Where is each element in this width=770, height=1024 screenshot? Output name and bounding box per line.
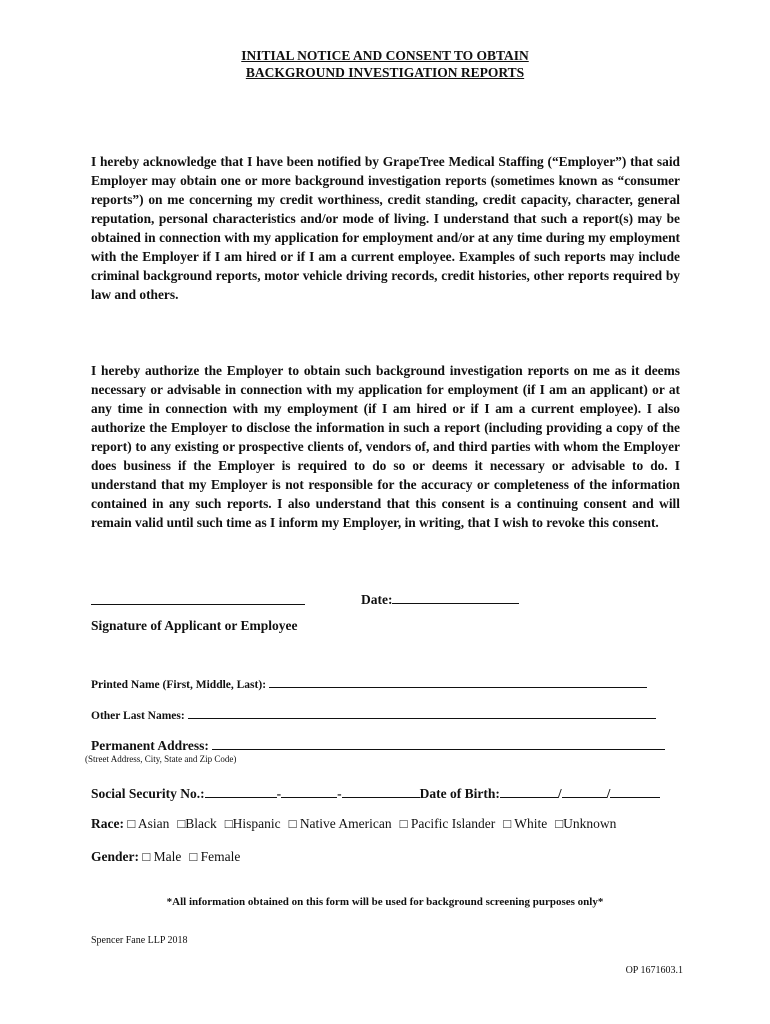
- race-option-white[interactable]: [503, 816, 547, 831]
- gender-label: Gender:: [91, 849, 139, 864]
- other-last-names-row: [91, 705, 656, 722]
- dob-month-field[interactable]: [500, 784, 558, 798]
- ssn-separator-1: -: [276, 786, 282, 801]
- signature-line[interactable]: [91, 591, 305, 605]
- race-option-label: Asian: [137, 816, 170, 831]
- title-line-1: INITIAL NOTICE AND CONSENT TO OBTAIN: [241, 48, 529, 63]
- checkbox-icon[interactable]: □: [288, 816, 297, 831]
- race-option-black[interactable]: [177, 816, 216, 831]
- document-number: OP 1671603.1: [625, 965, 683, 976]
- date-field[interactable]: [392, 590, 519, 604]
- ssn-field-part-2[interactable]: [281, 784, 337, 798]
- gender-option-label: Female: [200, 849, 241, 864]
- gender-option-male[interactable]: [142, 849, 181, 864]
- race-option-unknown[interactable]: [555, 816, 616, 831]
- dob-year-field[interactable]: [610, 784, 660, 798]
- checkbox-icon[interactable]: □: [142, 849, 151, 864]
- race-option-asian[interactable]: [127, 816, 169, 831]
- dob-label: Date of Birth:: [419, 786, 500, 801]
- race-option-native-american[interactable]: [289, 816, 392, 831]
- race-option-label: Pacific Islander: [410, 816, 496, 831]
- race-row: [91, 816, 624, 832]
- checkbox-icon[interactable]: □: [177, 816, 186, 831]
- checkbox-icon[interactable]: □: [224, 816, 233, 831]
- race-option-hispanic[interactable]: [225, 816, 281, 831]
- authorization-paragraph: I hereby authorize the Employer to obtain such background investigation reports on me as it deems necessary or advisable in connection with my application for employment (if I am an applicant) or at any time in connection with my employment (if I am hired or if I am a current employee). I also authorize the Employer to disclose the information in such a report (including providing a copy of the report) to any existing or prospective clients of, vendors of, and third parties with whom the Employer does business if the Employer is required to do so or deems it necessary or advisable to do. I understand that my Employer is not responsible for the accuracy or completeness of the information contained in any such reports. I also understand that this consent is a continuing consent and will remain valid until such time as I inform my Employer, in writing, that I wish to revoke this consent.: [91, 363, 680, 530]
- ssn-label: Social Security No.:: [91, 786, 205, 801]
- screening-purpose-note: *All information obtained on this form will be used for background screening purposes only*: [166, 896, 604, 908]
- title-line-2: BACKGROUND INVESTIGATION REPORTS: [245, 65, 525, 80]
- permanent-address-field[interactable]: [212, 736, 665, 750]
- race-option-label: Hispanic: [232, 816, 281, 831]
- race-option-label: Unknown: [563, 816, 617, 831]
- checkbox-icon[interactable]: □: [555, 816, 564, 831]
- race-option-label: White: [514, 816, 548, 831]
- checkbox-icon[interactable]: □: [503, 816, 512, 831]
- checkbox-icon[interactable]: □: [399, 816, 408, 831]
- dob-day-field[interactable]: [562, 784, 607, 798]
- ssn-separator-2: -: [337, 786, 342, 801]
- race-option-pacific-islander[interactable]: [400, 816, 496, 831]
- printed-name-row: [91, 674, 647, 691]
- ssn-field-part-1[interactable]: [205, 784, 277, 798]
- permanent-address-label: Permanent Address:: [91, 738, 209, 753]
- race-label: Race:: [91, 816, 124, 831]
- other-last-names-field[interactable]: [188, 705, 656, 719]
- printed-name-field[interactable]: [269, 674, 647, 688]
- other-last-names-label: Other Last Names:: [91, 710, 185, 722]
- ssn-field-part-3[interactable]: [342, 784, 420, 798]
- firm-name: Spencer Fane LLP 2018: [91, 935, 188, 946]
- race-option-label: Native American: [299, 816, 392, 831]
- address-hint: (Street Address, City, State and Zip Code): [85, 754, 237, 764]
- permanent-address-row: [91, 736, 665, 754]
- race-option-label: Black: [185, 816, 217, 831]
- date-label: Date:: [361, 592, 393, 607]
- acknowledgement-paragraph: I hereby acknowledge that I have been notified by GrapeTree Medical Staffing (“Employer”) that said Employer may obtain one or more background investigation reports (sometimes known as “consumer reports”) on me concerning my credit worthiness, credit standing, credit capacity, character, general reputation, personal characteristics and/or mode of living. I understand that such a report(s) may be obtained in connection with my application for employment and/or at any time during my employment with the Employer if I am hired or if I am a current employee. Examples of such reports may include criminal background reports, motor vehicle driving records, credit histories, other reports required by law and others.: [91, 154, 680, 302]
- ssn-dob-row: [91, 784, 660, 802]
- date-row: [361, 590, 519, 608]
- gender-option-female[interactable]: [189, 849, 240, 864]
- document-title: [0, 47, 770, 81]
- checkbox-icon[interactable]: □: [127, 816, 136, 831]
- gender-row: [91, 849, 248, 865]
- printed-name-label: Printed Name (First, Middle, Last):: [91, 679, 267, 691]
- dob-separator-2: /: [606, 786, 611, 801]
- gender-option-label: Male: [153, 849, 182, 864]
- dob-separator-1: /: [557, 786, 562, 801]
- checkbox-icon[interactable]: □: [189, 849, 198, 864]
- signature-label: Signature of Applicant or Employee: [91, 618, 298, 633]
